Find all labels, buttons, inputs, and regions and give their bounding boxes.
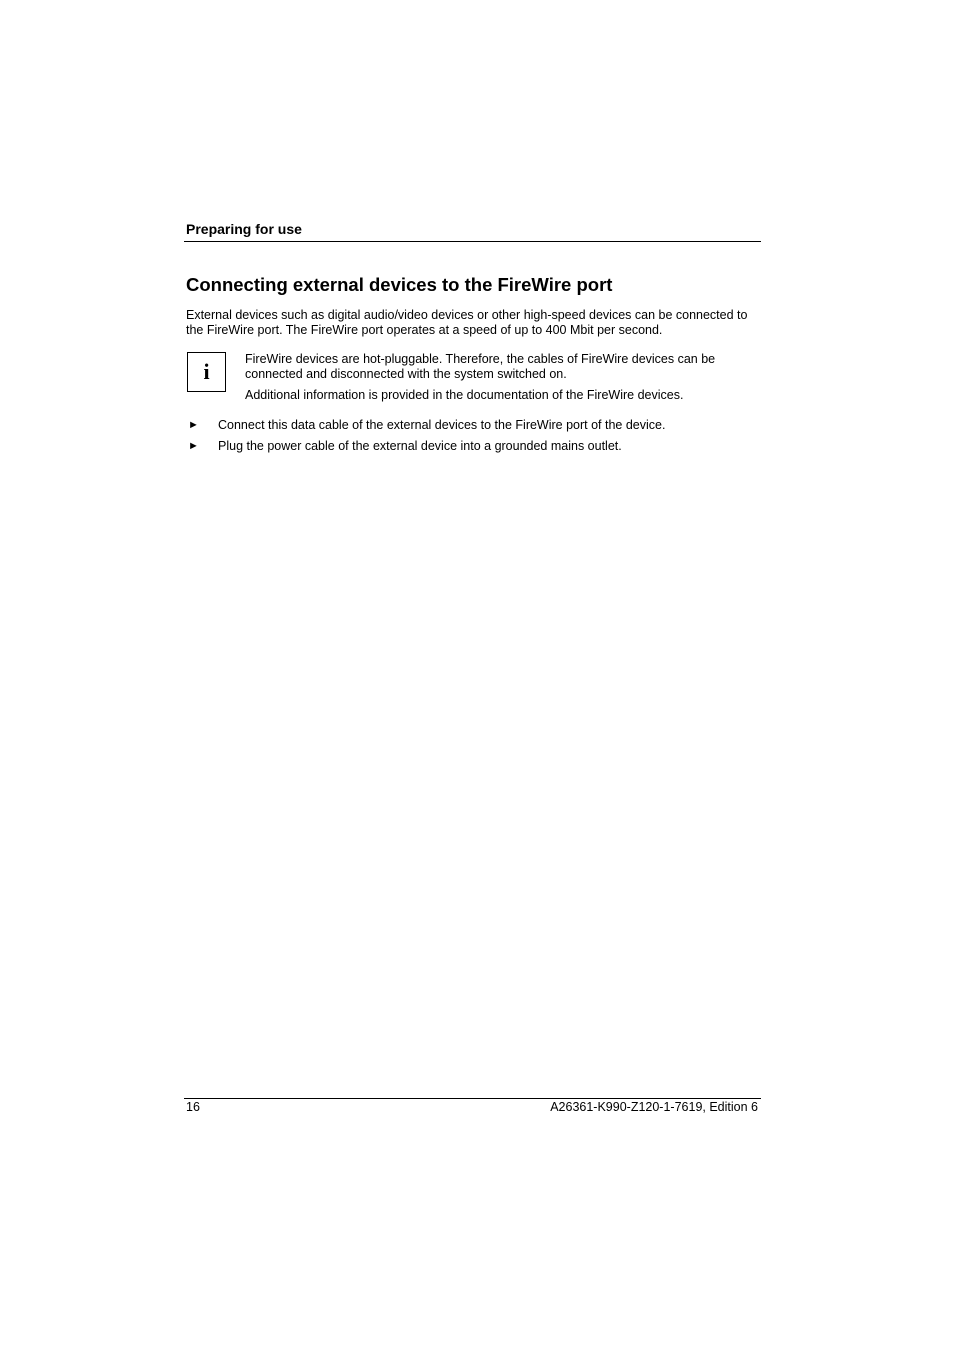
header-section-label: Preparing for use [186,221,302,237]
document-id: A26361-K990-Z120-1-7619, Edition 6 [550,1100,758,1114]
step-arrow-icon: ► [188,440,199,452]
info-icon [187,352,226,392]
page-number: 16 [186,1100,200,1114]
step-item [188,439,758,454]
info-icon-glyph: i [203,359,210,384]
step-text: Plug the power cable of the external device into a grounded mains outlet. [218,439,622,453]
step-item [188,418,758,433]
info-note-paragraph: Additional information is provided in the documentation of the FireWire devices. [245,388,684,402]
section-title: Connecting external devices to the FireWire port [186,274,613,295]
step-text: Connect this data cable of the external devices to the FireWire port of the device. [218,418,666,432]
step-arrow-icon: ► [188,419,199,431]
header-rule [184,241,761,242]
info-note-paragraph: FireWire devices are hot-pluggable. Therefore, the cables of FireWire devices can be connected and disconnected with the system switched on. [245,352,716,381]
intro-paragraph: External devices such as digital audio/video devices or other high-speed devices can be connected to the FireWire port. The FireWire port operates at a speed of up to 400 Mbit per second. [186,308,748,337]
footer-rule [184,1098,761,1099]
